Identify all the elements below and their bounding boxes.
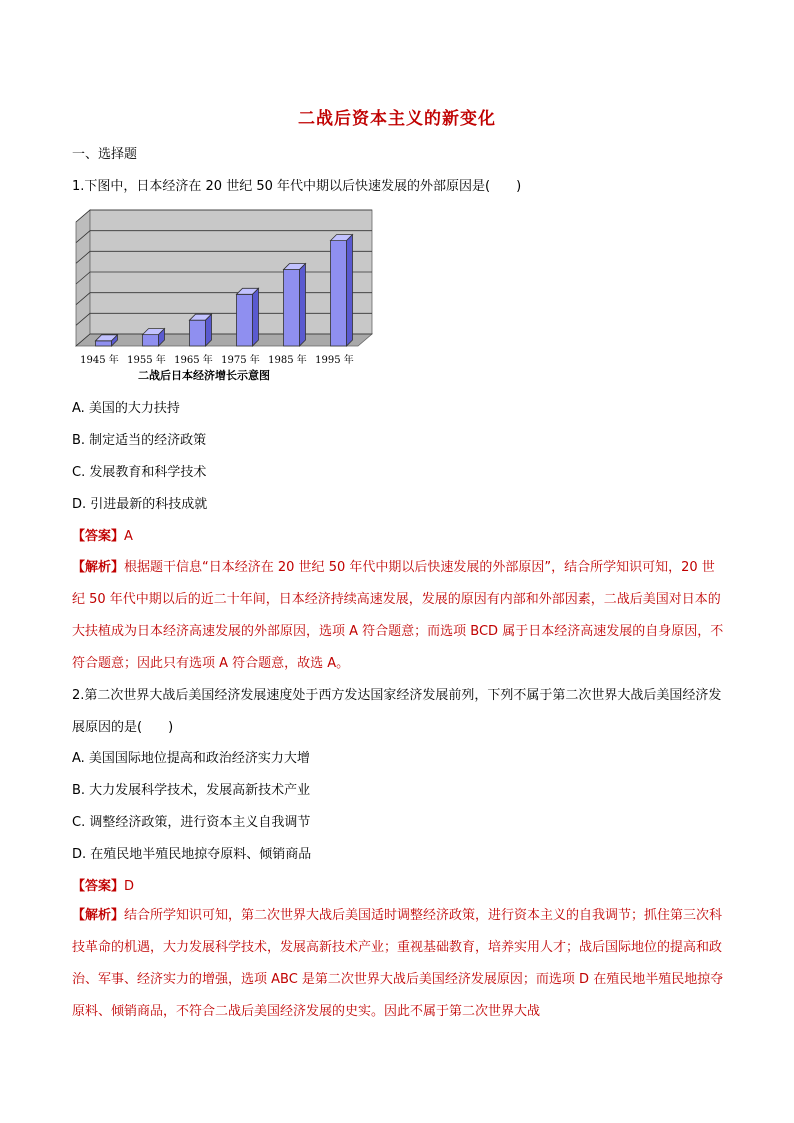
q2-option-d: D. 在殖民地半殖民地掠夺原料、倾销商品 (72, 847, 312, 862)
q2-answer-value: D (124, 879, 135, 894)
chart-bar (284, 270, 300, 346)
q1-analysis (72, 552, 724, 680)
chart-bar (331, 241, 347, 346)
chart-x-tick-label: 1995 年 (315, 355, 354, 366)
chart-bar (190, 320, 206, 346)
q2-option-c: C. 调整经济政策，进行资本主义自我调节 (72, 815, 311, 830)
q1-answer-value: A (124, 529, 133, 544)
q1-option-d: D. 引进最新的科技成就 (72, 497, 208, 512)
section-heading: 一、选择题 (72, 147, 138, 162)
chart-bar-side (253, 288, 259, 346)
q1-answer-tag: 【答案】 (72, 529, 125, 544)
economic-growth-chart (72, 208, 382, 383)
chart-bar (96, 341, 112, 346)
q1-analysis-text: 根据题干信息“日本经济在 20 世纪 50 年代中期以后快速发展的外部原因”，结合所学知识可知，20 世纪 50 年代中期以后的近二十年间，日本经济持续高速发展，发展的原因有内部和外部因素，二战后美国对日本的大扶植成为日本经济高速发展的外部原因，选项 A 符合题意；而选项 BCD 属于日本经济高速发展的自身原因，不符合题意；因此只有选项 A 符合题意，故选 A。 (72, 560, 724, 671)
q1-stem: 1.下图中，日本经济在 20 世纪 50 年代中期以后快速发展的外部原因是( ) (72, 179, 522, 194)
q2-analysis-tag: 【解析】 (72, 908, 125, 923)
page-title: 二战后资本主义的新变化 (298, 109, 496, 129)
chart-bar-side (206, 314, 212, 346)
chart-bar-side (300, 264, 306, 346)
q2-answer-tag: 【答案】 (72, 879, 125, 894)
chart-bar (237, 294, 253, 346)
q1-answer (72, 528, 133, 546)
q1-option-b: B. 制定适当的经济政策 (72, 433, 207, 448)
chart-x-tick-label: 1985 年 (268, 355, 307, 366)
chart-x-tick-label: 1945 年 (80, 355, 119, 366)
q1-analysis-tag: 【解析】 (72, 560, 125, 575)
q2-answer (72, 878, 134, 896)
chart-bar (143, 335, 159, 346)
chart-x-tick-label: 1975 年 (221, 355, 260, 366)
q2-option-a: A. 美国国际地位提高和政治经济实力大增 (72, 751, 310, 766)
chart-title: 二战后日本经济增长示意图 (138, 369, 270, 382)
chart-bar-side (347, 235, 353, 346)
chart-x-tick-label: 1965 年 (174, 355, 213, 366)
q1-option-a: A. 美国的大力扶持 (72, 401, 180, 416)
q2-option-b: B. 大力发展科学技术，发展高新技术产业 (72, 783, 311, 798)
q1-option-c: C. 发展教育和科学技术 (72, 465, 207, 480)
q2-analysis-text: 结合所学知识可知，第二次世界大战后美国适时调整经济政策，进行资本主义的自我调节；抓住第三次科技革命的机遇，大力发展科学技术，发展高新技术产业；重视基础教育，培养实用人才；战后国际地位的提高和政治、军事、经济实力的增强，选项 ABC 是第二次世界大战后美国经济发展原因；而选项 D 在殖民地半殖民地掠夺原料、倾销商品，不符合二战后美国经济发展的史实。因此不属于第二次世界大战 (72, 908, 724, 1019)
chart-floor (76, 334, 372, 346)
chart-x-tick-label: 1955 年 (127, 355, 166, 366)
q2-analysis (72, 900, 724, 1028)
q2-stem: 2.第二次世界大战后美国经济发展速度处于西方发达国家经济发展前列，下列不属于第二次世界大战后美国经济发展原因的是( ) (72, 688, 722, 735)
